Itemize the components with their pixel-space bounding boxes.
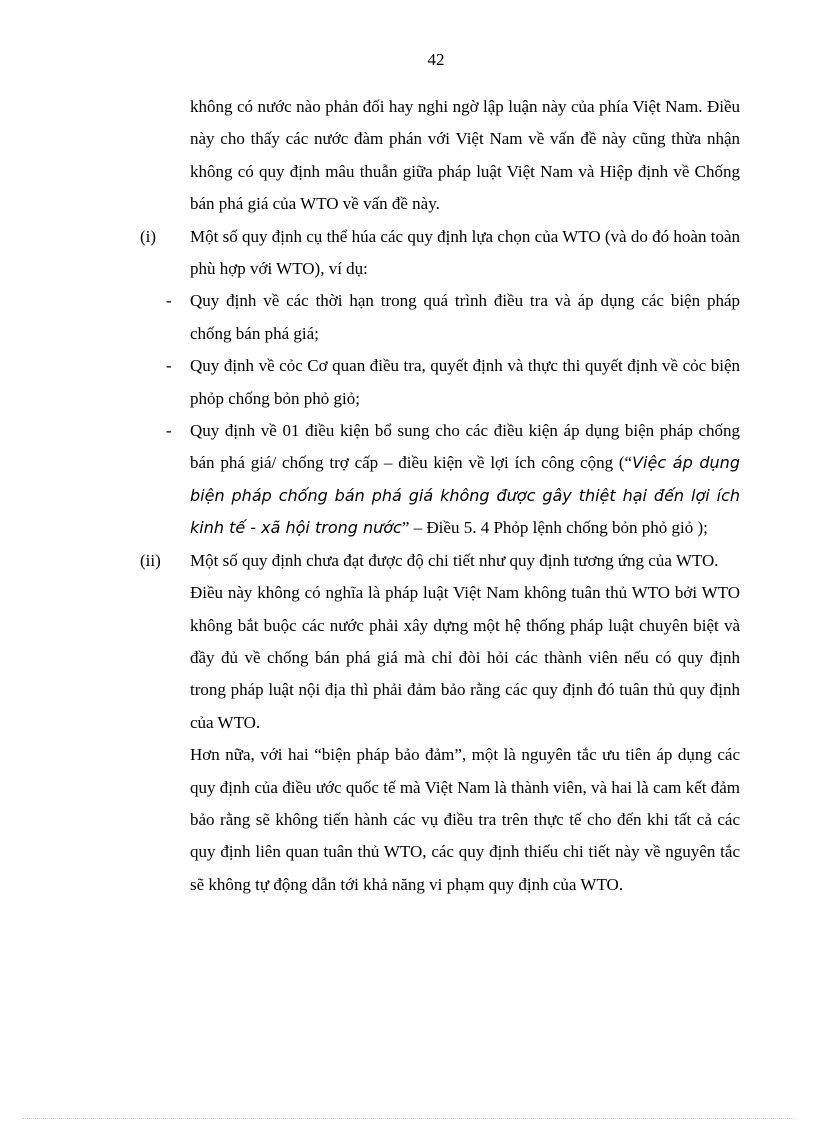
bullet-quote-italic: Việc áp dụng biện pháp chống bán phá giá không được gây thiệt hại đến lợi ích kinh tế - xã hội trong nước	[190, 453, 740, 538]
bullet-text: Quy định về các thời hạn trong quá trình điều tra và áp dụng các biện pháp chống bán phá giá;	[190, 291, 740, 343]
list-item-text: Một số quy định chưa đạt được độ chi tiết như quy định tương ứng của WTO.	[190, 550, 719, 570]
paragraph-text: Điều này không có nghĩa là pháp luật Việt Nam không tuân thủ WTO bởi WTO không bắt buộc các nước phải xây dựng một hệ thống pháp luật chuyên biệt và đầy đủ về chống bán phá giá mà chỉ đòi hỏi các thành viên nếu có quy định trong pháp luật nội địa thì phải đảm bảo rằng các quy định đó tuân thủ quy định của WTO.	[190, 583, 740, 732]
bullet-dash: -	[166, 356, 172, 376]
list-item-i	[140, 221, 740, 286]
paragraph-safeguards	[140, 739, 740, 901]
bullet-text: Quy định về cỏc Cơ quan điều tra, quyết định và thực thi quyết định về cỏc biện phỏp chống bỏn phỏ giỏ;	[190, 356, 740, 408]
list-item-text: Một số quy định cụ thể húa các quy định lựa chọn của WTO (và do đó hoàn toàn phù hợp với WTO), ví dụ:	[190, 226, 740, 279]
bullet-text-start: Quy định về 01 điều kiện bổ sung cho các điều kiện áp dụng biện pháp chống bán phá giá/ chống trợ cấp – điều kiện về lợi ích công cộng (“	[190, 421, 740, 473]
paragraph-text: Hơn nữa, với hai “biện pháp bảo đảm”, một là nguyên tắc ưu tiên áp dụng các quy định của điều ước quốc tế mà Việt Nam là thành viên, và hai là cam kết đảm bảo rằng sẽ không tiến hành các vụ điều tra trên thực tế cho đến khi tất cả các quy định liên quan tuân thủ WTO, các quy định thiếu chi tiết này về nguyên tắc sẽ không tự động dẫn tới khả năng vi phạm quy định của WTO.	[190, 745, 740, 894]
bullet-item-public-interest	[140, 415, 740, 545]
list-item-ii	[140, 545, 740, 577]
bullet-dash: -	[166, 291, 172, 311]
bullet-text-end: ” – Điều 5. 4 Phỏp lệnh chống bỏn phỏ giỏ );	[401, 518, 708, 538]
page-number: 42	[427, 50, 445, 69]
document-body	[140, 91, 740, 901]
bullet-dash: -	[166, 421, 172, 441]
bullet-item-authorities	[140, 350, 740, 415]
page-bottom-divider	[22, 1118, 794, 1119]
bullet-item-deadlines	[140, 285, 740, 350]
paragraph-continuation	[140, 91, 740, 221]
paragraph-text: không có nước nào phản đối hay nghi ngờ lập luận này của phía Việt Nam. Điều này cho thấy các nước đàm phán với Việt Nam về vấn đề này cũng thừa nhận không có quy định mâu thuẫn giữa pháp luật Việt Nam và Hiệp định về Chống bán phá giá của WTO về vấn đề này.	[190, 97, 740, 214]
list-marker-ii: (ii)	[140, 550, 161, 570]
list-marker-i: (i)	[140, 226, 157, 246]
paragraph-compliance	[140, 577, 740, 739]
